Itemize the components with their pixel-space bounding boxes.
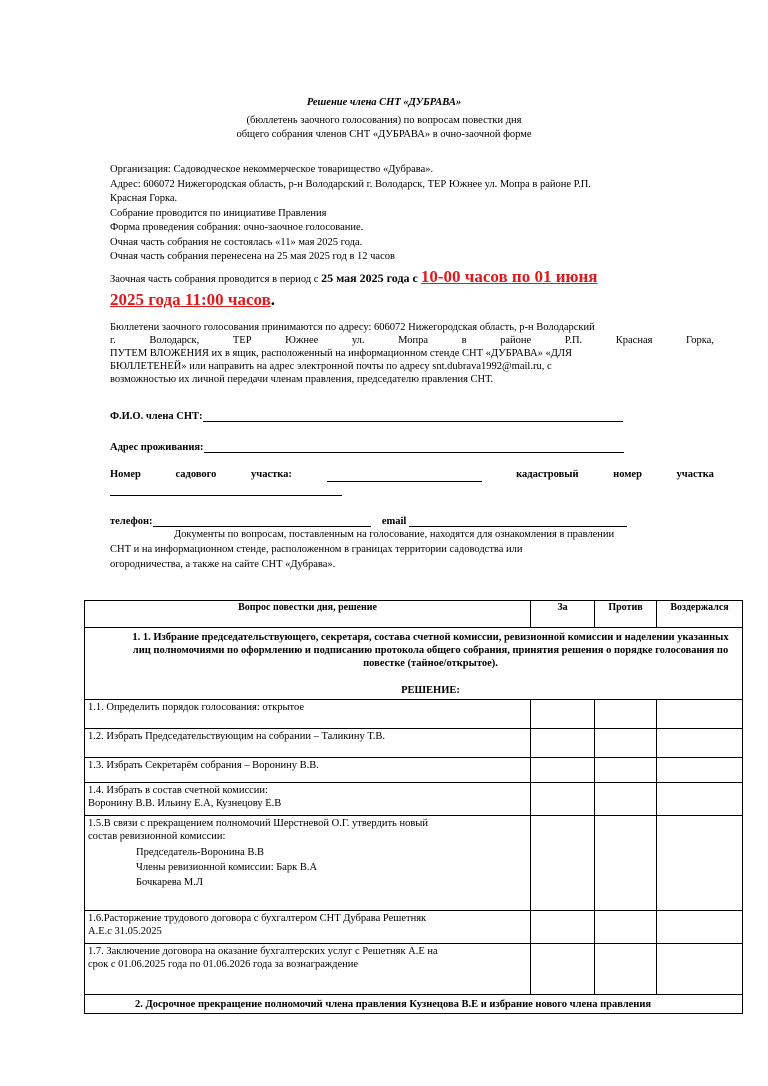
question-cell bbox=[85, 911, 531, 944]
bulletin-line: возможностью их личной передачи членам правления, председателю правления СНТ. bbox=[110, 374, 494, 385]
vote-for-cell[interactable] bbox=[531, 816, 595, 911]
bulletin-line: БЮЛЛЕТЕНЕЙ» или направить на адрес электронной почты по адресу snt.dubrava1992@mail.ru, с bbox=[110, 361, 552, 372]
email-input-line[interactable] bbox=[409, 514, 627, 527]
org-address: Адрес: 606072 Нижегородская область, р-н Володарский г. Володарск, ТЕР Южнее ул. Мопра в районе Р.П. bbox=[110, 178, 592, 190]
cadastral-label-word: участка bbox=[676, 469, 714, 480]
table-row bbox=[85, 758, 743, 783]
bulletin-address-word: Южнее bbox=[285, 335, 319, 346]
vote-against-cell[interactable] bbox=[595, 729, 657, 758]
period-time-start: 10-00 часов по 01 июня bbox=[420, 267, 598, 286]
question-text: срок с 01.06.2025 года по 01.06.2026 года за вознаграждение bbox=[88, 959, 359, 970]
documents-note bbox=[110, 527, 710, 572]
table-row bbox=[85, 944, 743, 995]
bulletin-address-word: Красная bbox=[615, 335, 653, 346]
bulletin-address-word: Р.П. bbox=[564, 335, 583, 346]
form-text: Форма проведения собрания: очно-заочное голосование. bbox=[110, 222, 364, 233]
vote-for-cell[interactable] bbox=[531, 729, 595, 758]
vote-abstain-cell[interactable] bbox=[657, 911, 743, 944]
organization-info bbox=[110, 163, 715, 265]
section-1-title: 1. 1. Избрание председательствующего, секретаря, состава счетной комиссии, ревизионной комиссии и наделении указанных лиц полномочиями по оформлению и подписанию протокола общего собрания, принятия решения о порядке голосования по повестке (тайное/открытое). bbox=[132, 632, 729, 669]
question-text: 1.2. Избрать Председательствующим на собрании – Таликину Т.В. bbox=[88, 731, 386, 742]
docs-line: огородничества, а также на сайте СНТ «Дубрава». bbox=[110, 559, 336, 570]
email-label: email bbox=[381, 516, 407, 527]
table-row bbox=[85, 700, 743, 729]
subtitle-line: общего собрания членов СНТ «ДУБРАВА» в очно-заочной форме bbox=[236, 129, 532, 140]
plot-label-word: участка: bbox=[251, 469, 292, 480]
vote-against-cell[interactable] bbox=[595, 911, 657, 944]
decision-label: РЕШЕНИЕ: bbox=[401, 685, 460, 696]
vote-against-cell[interactable] bbox=[595, 783, 657, 816]
question-text: 1.7. Заключение договора на оказание бухгалтерских услуг с Решетняк А.Е на bbox=[88, 946, 438, 957]
section-2-title: 2. Досрочное прекращение полномочий члена правления Кузнецова В.Е и избрание нового члена правления bbox=[135, 999, 652, 1010]
question-text: А.Е.с 31.05.2025 bbox=[88, 926, 162, 937]
fio-input-line[interactable] bbox=[203, 409, 623, 422]
cadastral-label-word: номер bbox=[613, 469, 642, 480]
address-label: Адрес проживания: bbox=[110, 442, 204, 453]
contact-field bbox=[110, 514, 627, 527]
vote-abstain-cell[interactable] bbox=[657, 944, 743, 995]
period-end-dot: . bbox=[270, 290, 276, 309]
question-cell bbox=[85, 783, 531, 816]
question-text: состав ревизионной комиссии: bbox=[88, 831, 226, 842]
vote-for-cell[interactable] bbox=[531, 783, 595, 816]
table-row bbox=[85, 911, 743, 944]
commission-member: Бочкарева М.Л bbox=[136, 877, 203, 888]
vote-abstain-cell[interactable] bbox=[657, 729, 743, 758]
question-text: Воронину В.В. Ильину Е.А, Кузнецову Е.В bbox=[88, 798, 282, 809]
vote-for-cell[interactable] bbox=[531, 944, 595, 995]
docs-line: Документы по вопросам, поставленным на голосование, находятся для ознакомления в правлении bbox=[174, 529, 615, 540]
not-held-text: Очная часть собрания не состоялась «11» мая 2025 года. bbox=[110, 236, 363, 248]
plot-input-line[interactable] bbox=[327, 469, 482, 482]
plot-label-word: садового bbox=[175, 469, 217, 480]
absentee-period bbox=[110, 267, 720, 313]
vote-against-cell[interactable] bbox=[595, 758, 657, 783]
phone-input-line[interactable] bbox=[153, 514, 371, 527]
header-question: Вопрос повестки дня, решение bbox=[85, 601, 531, 628]
question-cell bbox=[85, 816, 531, 911]
header-abstain bbox=[657, 601, 743, 628]
period-start: 25 мая 2025 года с bbox=[321, 271, 421, 285]
header-against: Против bbox=[595, 601, 657, 628]
commission-member: Председатель-Воронина В.В bbox=[136, 847, 265, 858]
table-header-row bbox=[85, 601, 743, 628]
bulletin-address-word: ул. bbox=[351, 335, 365, 346]
address-input-line[interactable] bbox=[204, 440, 624, 453]
period-prefix: Заочная часть собрания проводится в период с bbox=[110, 274, 322, 285]
vote-abstain-cell[interactable] bbox=[657, 816, 743, 911]
org-address-cont: Красная Горка. bbox=[110, 193, 178, 204]
bulletin-delivery bbox=[110, 321, 714, 386]
question-cell bbox=[85, 944, 531, 995]
cadastral-label-word: кадастровый bbox=[516, 469, 579, 480]
bulletin-address-word: Мопра bbox=[398, 335, 428, 346]
bulletin-address-word: Володарск, bbox=[149, 335, 200, 346]
plot-field bbox=[110, 469, 714, 482]
question-cell bbox=[85, 700, 531, 729]
decision-rows bbox=[85, 700, 743, 995]
commission-member: Члены ревизионной комиссии: Барк В.А bbox=[136, 862, 318, 873]
vote-against-cell[interactable] bbox=[595, 816, 657, 911]
bulletin-address-word: Горка, bbox=[686, 335, 714, 346]
vote-abstain-cell[interactable] bbox=[657, 783, 743, 816]
bulletin-line: Бюллетени заочного голосования принимаются по адресу: 606072 Нижегородская область, р-н Володарский bbox=[110, 322, 595, 333]
period-time-end: 2025 года 11:00 часов bbox=[110, 290, 271, 309]
docs-line: СНТ и на информационном стенде, расположенном в границах территории садоводства или bbox=[110, 544, 523, 555]
question-cell bbox=[85, 758, 531, 783]
address-field bbox=[110, 440, 624, 453]
table-row bbox=[85, 729, 743, 758]
vote-against-cell[interactable] bbox=[595, 700, 657, 729]
org-name: Организация: Садоводческое некоммерческое товарищество «Дубрава». bbox=[110, 164, 434, 175]
cadastral-input-line[interactable] bbox=[110, 495, 342, 496]
moved-text: Очная часть собрания перенесена на 25 мая 2025 год в 12 часов bbox=[110, 251, 395, 262]
section-2-cell bbox=[85, 995, 743, 1014]
voting-table bbox=[84, 600, 743, 1014]
question-text: 1.4. Избрать в состав счетной комиссии: bbox=[88, 785, 268, 796]
question-text: 1.1. Определить порядок голосования: открытое bbox=[88, 702, 304, 713]
plot-label-word: Номер bbox=[110, 469, 141, 480]
bulletin-address-word: в bbox=[461, 335, 467, 346]
section-1-cell bbox=[85, 628, 743, 700]
question-text: 1.6.Расторжение трудового договора с бухгалтером СНТ Дубрава Решетняк bbox=[88, 913, 427, 924]
initiative-text: Собрание проводится по инициативе Правления bbox=[110, 207, 327, 219]
vote-for-cell[interactable] bbox=[531, 700, 595, 729]
question-cell bbox=[85, 729, 531, 758]
table-row bbox=[85, 816, 743, 911]
bulletin-address-word: районе bbox=[500, 335, 532, 346]
bulletin-address-word: ТЕР bbox=[232, 335, 252, 346]
section-2-row bbox=[85, 995, 743, 1014]
fio-field bbox=[110, 409, 623, 422]
header-abstain-text: Воздержался bbox=[670, 602, 729, 613]
vote-abstain-cell[interactable] bbox=[657, 758, 743, 783]
bulletin-address-line bbox=[110, 334, 714, 347]
document-title: Решение члена СНТ «ДУБРАВА» bbox=[306, 97, 462, 108]
vote-for-cell[interactable] bbox=[531, 758, 595, 783]
table-row bbox=[85, 783, 743, 816]
subtitle-line: (бюллетень заочного голосования) по вопросам повестки дня bbox=[246, 115, 522, 126]
phone-label: телефон: bbox=[110, 516, 153, 527]
section-1-row bbox=[85, 628, 743, 700]
bulletin-line: ПУТЕМ ВЛОЖЕНИЯ их в ящик, расположенный на информационном стенде СНТ «ДУБРАВА» «ДЛЯ bbox=[110, 348, 573, 359]
vote-abstain-cell[interactable] bbox=[657, 700, 743, 729]
header-for: За bbox=[531, 601, 595, 628]
question-text: 1.3. Избрать Секретарём собрания – Воронину В.В. bbox=[88, 760, 319, 771]
vote-for-cell[interactable] bbox=[531, 911, 595, 944]
fio-label: Ф.И.О. члена СНТ: bbox=[110, 411, 203, 422]
document-subtitle bbox=[0, 114, 768, 142]
question-text: 1.5.В связи с прекращением полномочий Шерстневой О.Г. утвердить новый bbox=[88, 818, 428, 829]
bulletin-address-word: г. bbox=[110, 335, 116, 346]
vote-against-cell[interactable] bbox=[595, 944, 657, 995]
